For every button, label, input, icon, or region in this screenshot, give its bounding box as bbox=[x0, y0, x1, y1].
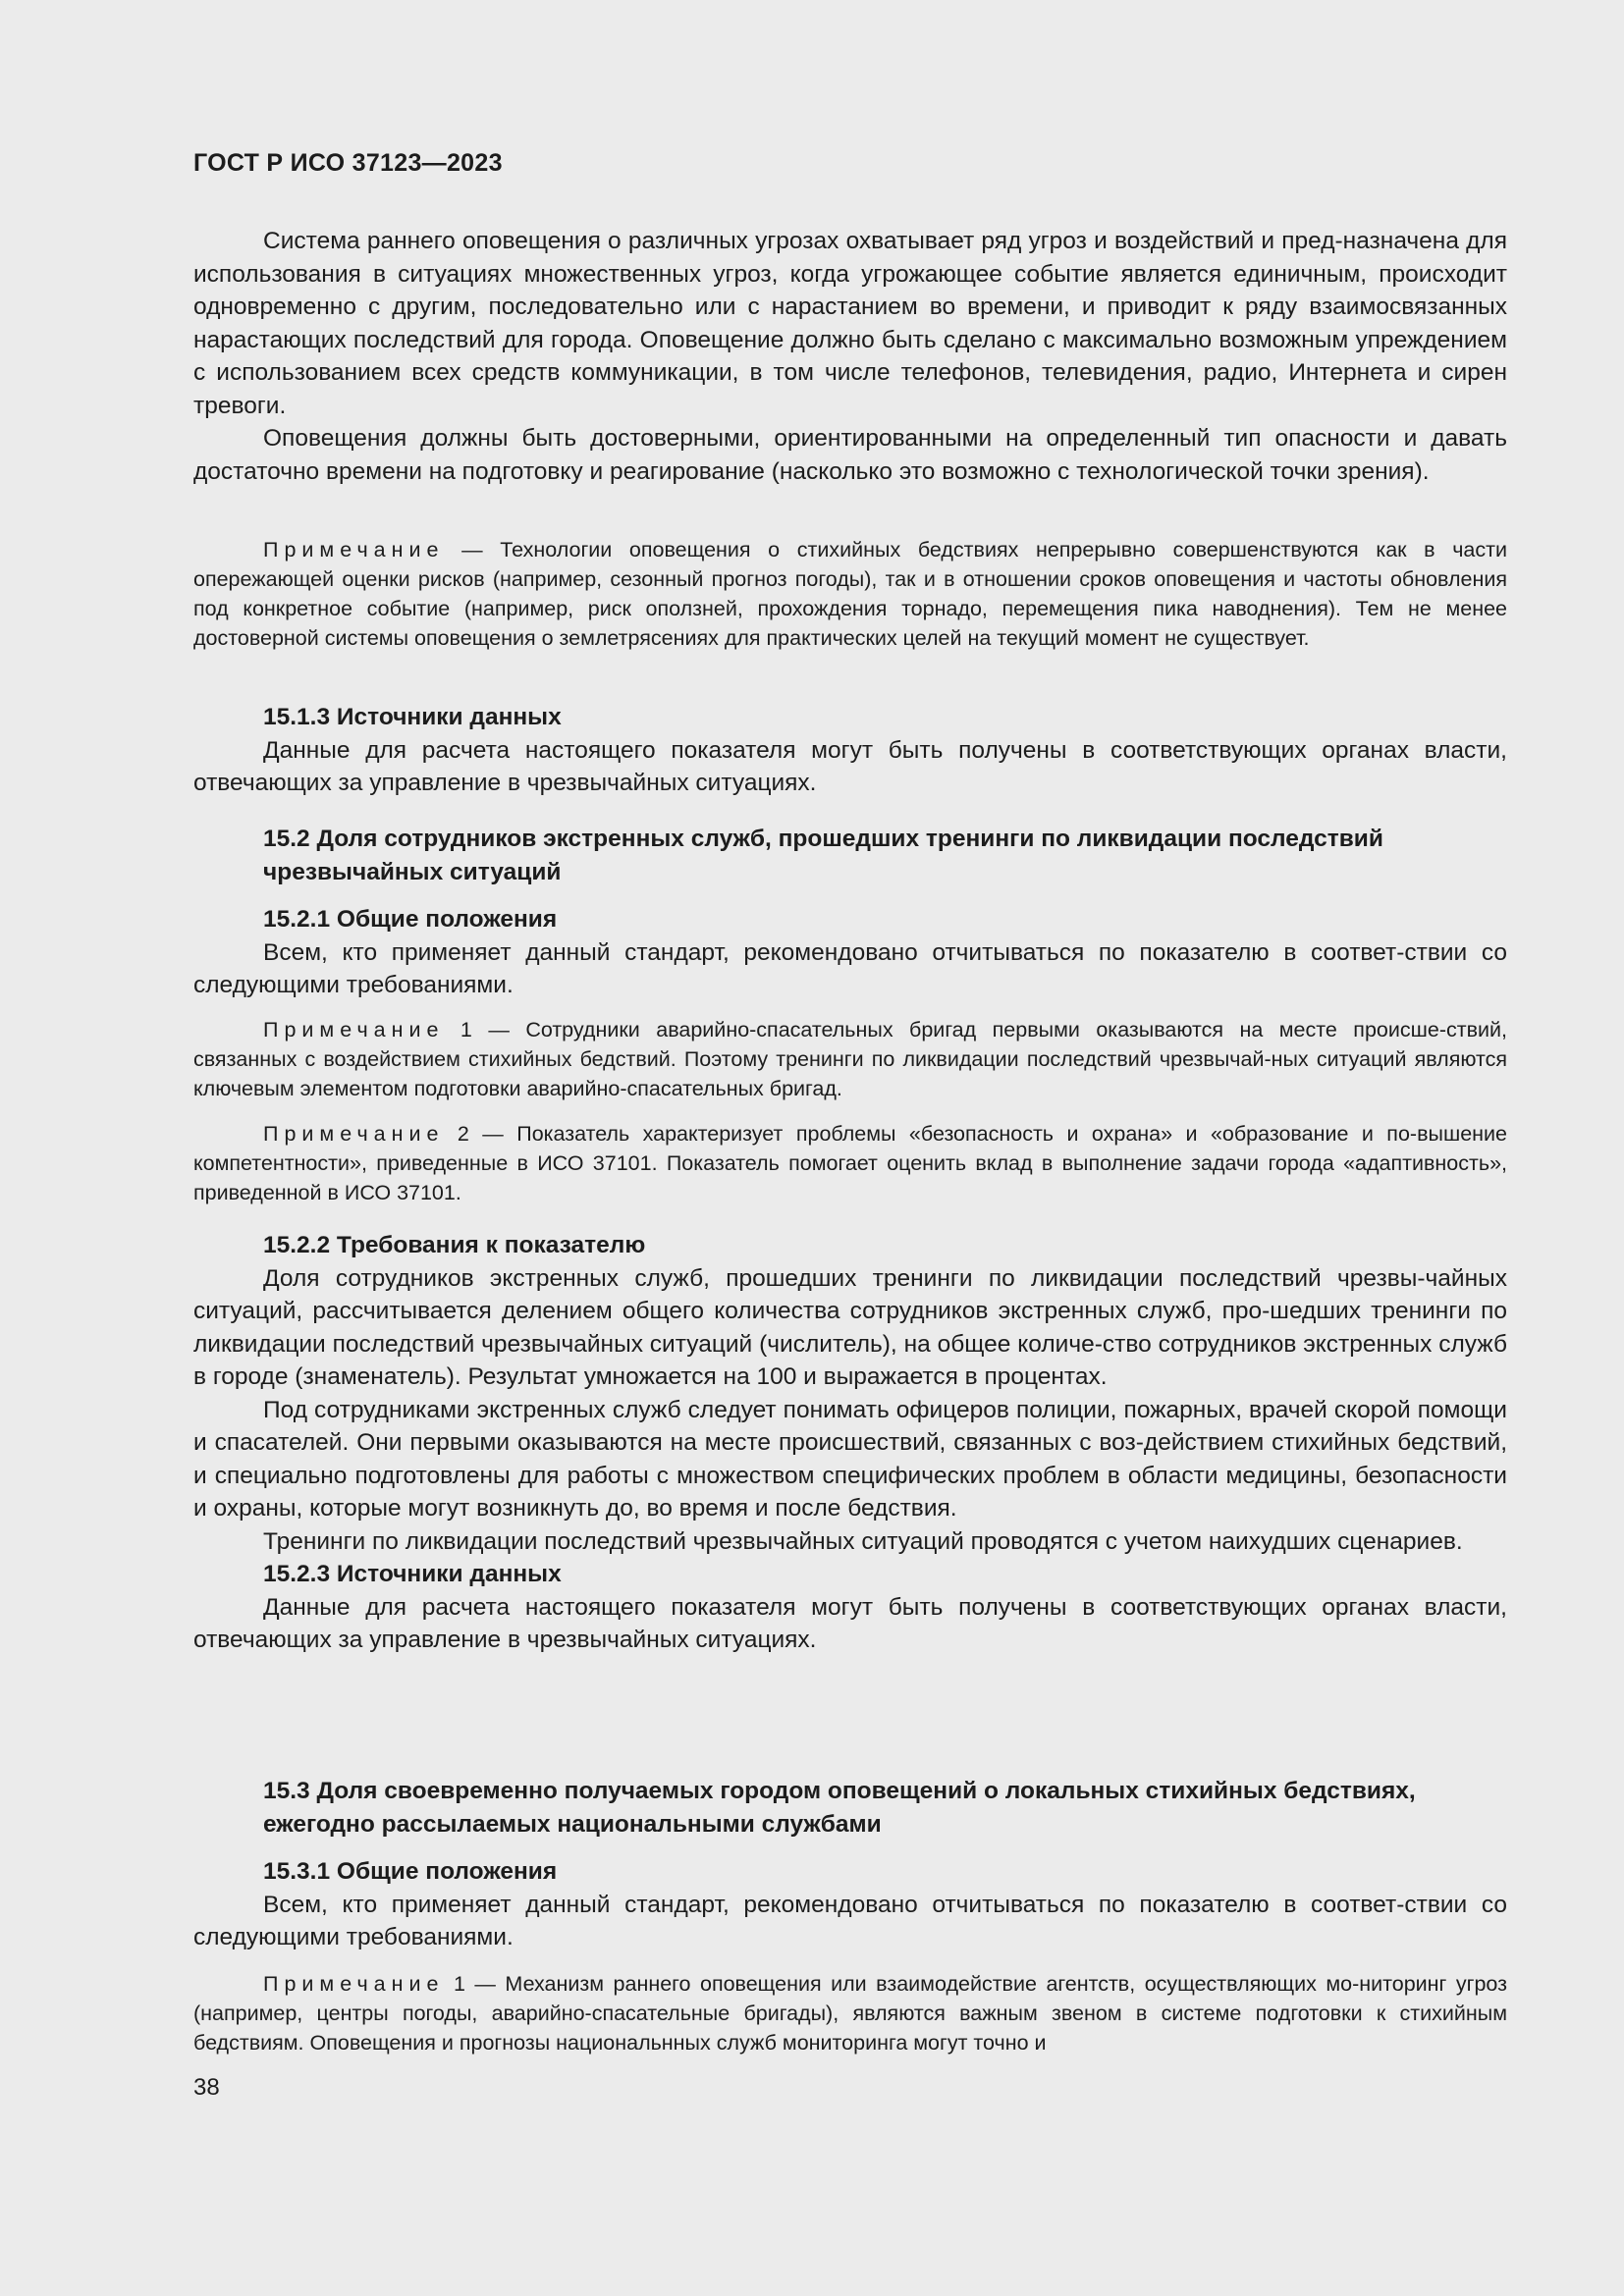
paragraph: Оповещения должны быть достоверными, ориентированными на определенный тип опасности и давать достаточно времени на подготовку и реагирование (насколько это возможно с технологической точки зрения). bbox=[193, 425, 1507, 485]
paragraph: Данные для расчета настоящего показателя могут быть получены в соответствующих органах власти, отвечающих за управление в чрезвычайных ситуациях. bbox=[193, 1593, 1507, 1653]
note bbox=[193, 535, 1507, 653]
heading-15-2: 15.2 Доля сотрудников экстренных служб, прошедших тренинги по ликвидации последствий чрезвычайных ситуаций bbox=[263, 826, 1383, 885]
note-text: 1 — Сотрудники аварийно-спасательных бригад первыми оказываются на месте происше-ствий, связанных с воздействием стихийных бедствий. Поэтому тренинги по ликвидации последствий чрезвычай-ных ситуаций являются ключевым элементом подготовки аварийно-спасательных бригад. bbox=[193, 1018, 1507, 1100]
page-number: 38 bbox=[193, 2074, 220, 2101]
section-15-3 bbox=[193, 1775, 1507, 1841]
paragraph: Система раннего оповещения о различных угрозах охватывает ряд угроз и воздействий и пред-назначена для использования в ситуациях множественных угроз, когда угрожающее событие является единичным, происходит одновременно с другим, последовательно или с нарастанием во времени, и приводит к ряду взаимосвязанных нарастающих последствий для города. Оповещение должно быть сделано с максимально возможным упреждением с использованием всех средств коммуникации, в том числе телефонов, телевидения, радио, Интернета и сирен тревоги. bbox=[193, 228, 1507, 419]
paragraph: Всем, кто применяет данный стандарт, рекомендовано отчитываться по показателю в соответ-ствии со следующими требованиями. bbox=[193, 1891, 1507, 1950]
paragraph: Всем, кто применяет данный стандарт, рекомендовано отчитываться по показателю в соответ-ствии со следующими требованиями. bbox=[193, 938, 1507, 998]
note-block bbox=[193, 535, 1507, 653]
note bbox=[193, 1969, 1507, 2057]
note bbox=[193, 1015, 1507, 1103]
note-label: Примечание bbox=[263, 1122, 445, 1146]
section-15-2-2 bbox=[193, 1229, 1507, 1657]
paragraph: Доля сотрудников экстренных служб, прошедших тренинги по ликвидации последствий чрезвы-чайных ситуаций, рассчитывается делением общего количества сотрудников экстренных служб, про-шедших тренинги по ликвидации последствий чрезвычайных ситуаций (числитель), на общее количе-ство сотрудников экстренных служб в городе (знаменатель). Результат умножается на 100 и выражается в процентах. bbox=[193, 1264, 1507, 1390]
note bbox=[193, 1119, 1507, 1207]
document-header: ГОСТ Р ИСО 37123—2023 bbox=[193, 149, 503, 177]
note-label: Примечание bbox=[263, 1018, 445, 1041]
section-15-2 bbox=[193, 823, 1507, 888]
paragraph: Тренинги по ликвидации последствий чрезвычайных ситуаций проводятся с учетом наихудших сценариев. bbox=[263, 1527, 1463, 1555]
note-text: — Технологии оповещения о стихийных бедствиях непрерывно совершенствуются как в части опережающей оценки рисков (например, сезонный прогноз погоды), так и в отношении сроков оповещения и частоты обновления под конкретное событие (например, риск оползней, прохождения торнадо, перемещения пика наводнения). Тем не менее достоверной системы оповещения о землетрясениях для практических целей на текущий момент не существует. bbox=[193, 538, 1507, 650]
heading-15-2-1: 15.2.1 Общие положения bbox=[263, 906, 558, 933]
heading-15-2-2: 15.2.2 Требования к показателю bbox=[263, 1232, 646, 1258]
section-15-3-1 bbox=[193, 1855, 1507, 1954]
heading-15-3: 15.3 Доля своевременно получаемых городом оповещений о локальных стихийных бедствиях, ежегодно рассылаемых национальными службами bbox=[263, 1778, 1416, 1838]
paragraph: Данные для расчета настоящего показателя могут быть получены в соответствующих органах власти, отвечающих за управление в чрезвычайных ситуациях. bbox=[193, 736, 1507, 796]
heading-15-1-3: 15.1.3 Источники данных bbox=[263, 704, 562, 730]
note-label: Примечание bbox=[263, 538, 445, 561]
paragraph: Под сотрудниками экстренных служб следует понимать офицеров полиции, пожарных, врачей скорой помощи и спасателей. Они первыми оказываются на месте происшествий, связанных с воз-действием стихийных бедствий, и специально подготовлены для работы с множеством специфических проблем в области медицины, безопасности и охраны, которые могут возникнуть до, во время и после бедствия. bbox=[193, 1396, 1507, 1522]
note-block bbox=[193, 1119, 1507, 1207]
section-15-2-1 bbox=[193, 903, 1507, 1002]
section-15-1-3 bbox=[193, 701, 1507, 800]
note-text: 2 — Показатель характеризует проблемы «безопасность и охрана» и «образование и по-вышение компетентности», приведенные в ИСО 37101. Показатель помогает оценить вклад в выполнение задачи города «адаптивность», приведенной в ИСО 37101. bbox=[193, 1122, 1507, 1204]
note-label: Примечание bbox=[263, 1972, 445, 1996]
heading-15-2-3: 15.2.3 Источники данных bbox=[263, 1561, 562, 1587]
note-text: 1 — Механизм раннего оповещения или взаимодействие агентств, осуществляющих мо-ниторинг угроз (например, центры погоды, аварийно-спасательные бригады), являются важным звеном в системе подготовки к стихийным бедствиям. Оповещения и прогнозы национальнных служб мониторинга могут точно и bbox=[193, 1972, 1507, 2055]
section-text-top bbox=[193, 225, 1507, 488]
note-block bbox=[193, 1969, 1507, 2057]
note-block bbox=[193, 1015, 1507, 1103]
heading-15-3-1: 15.3.1 Общие положения bbox=[263, 1858, 558, 1885]
